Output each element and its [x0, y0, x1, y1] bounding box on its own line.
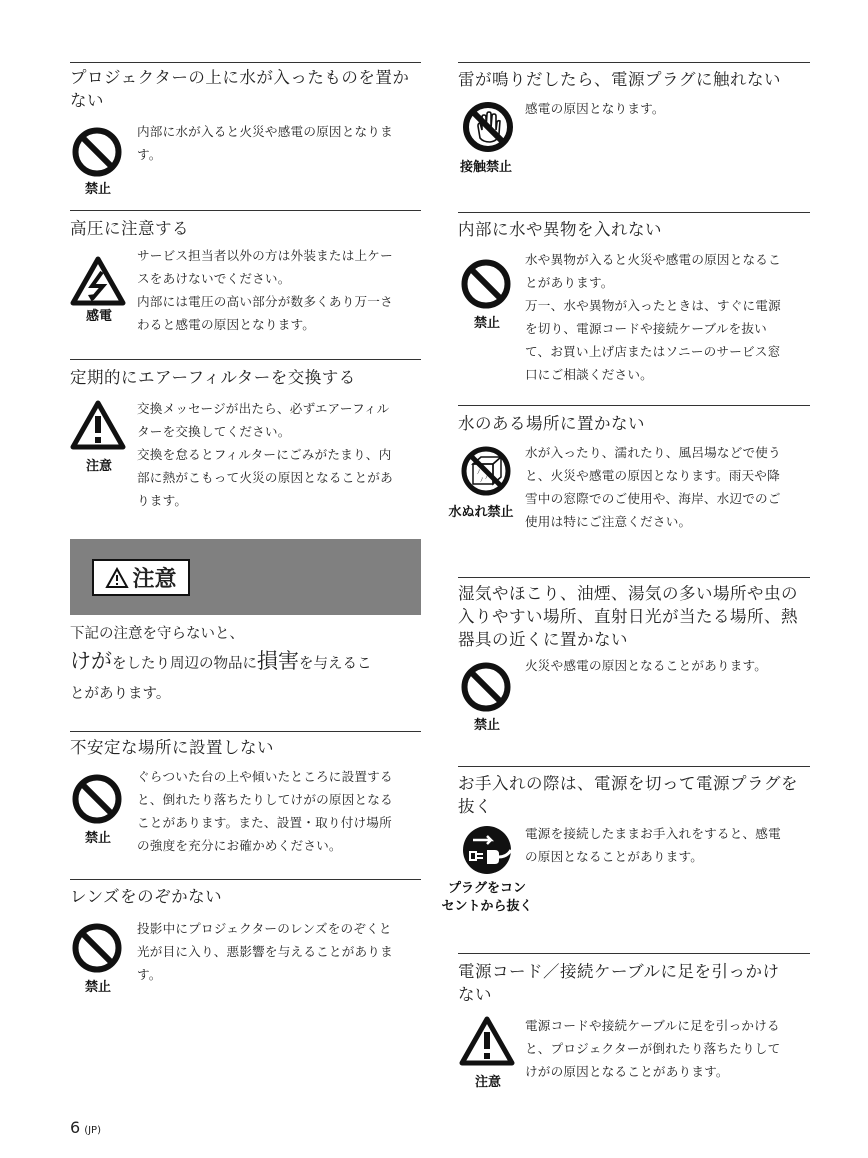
divider — [458, 405, 810, 406]
icon-label: 禁止 — [84, 980, 111, 995]
section-title: 雷が鳴りだしたら、電源プラグに触れない — [458, 70, 781, 89]
caution-icon — [70, 400, 126, 450]
icon-label: プラグをコン セントから抜く — [441, 881, 533, 914]
section-body: 水が入ったり、濡れたり、風呂場などで使う と、火災や感電の原因となります。雨天や降 雪中の窓際でのご使用や、海岸、水辺でのご 使用は特にご注意ください。 — [525, 445, 781, 529]
section-title: 水のある場所に置かない — [458, 414, 645, 433]
section-body: サービス担当者以外の方は外装または上ケー スをあけないでください。 内部には電圧の高い部分が数多くあり万一さ わると感電の原因となります。 — [137, 248, 393, 332]
prohibition-icon — [460, 661, 512, 713]
section-body: 感電の原因となります。 — [525, 101, 665, 116]
divider — [70, 731, 421, 732]
section-title: お手入れの際は、電源を切って電源プラグを 抜く — [458, 774, 798, 816]
electric-shock-warning-icon — [70, 256, 126, 306]
divider — [458, 62, 810, 63]
svg-text:ﾉ: ﾉ — [480, 477, 484, 484]
caution-triangle-icon — [105, 567, 129, 589]
caution-banner — [70, 539, 421, 615]
section-title: 不安定な場所に設置しない — [70, 738, 274, 757]
icon-label: 禁止 — [84, 831, 111, 846]
section-body: 交換メッセージが出たら、必ずエアーフィル ターを交換してください。 交換を怠るとフィルターにごみがたまり、内 部に熱がこもって火災の原因となることがあ ります。 — [137, 401, 393, 508]
icon-label: 禁止 — [473, 718, 500, 733]
no-water-icon — [459, 444, 513, 498]
prohibition-icon — [460, 258, 512, 310]
icon-label: 禁止 — [473, 316, 500, 331]
svg-text:ﾉ: ﾉ — [485, 474, 489, 481]
divider — [70, 879, 421, 880]
section-title: 高圧に注意する — [70, 219, 189, 238]
section-title: 定期的にエアーフィルターを交換する — [70, 368, 356, 387]
section-title: 電源コード／接続ケーブルに足を引っかけ ない — [458, 962, 780, 1004]
svg-text:ﾉ: ﾉ — [477, 469, 481, 476]
divider — [70, 359, 421, 360]
divider — [458, 766, 810, 767]
section-body: 投影中にプロジェクターのレンズをのぞくと 光が目に入り、悪影響を与えることがありま す。 — [137, 921, 393, 982]
icon-label: 注意 — [474, 1075, 501, 1090]
section-title: プロジェクターの上に水が入ったものを置か ない — [70, 68, 410, 110]
section-body: 電源コードや接続ケーブルに足を引っかける と、プロジェクターが倒れたり落ちたりして けがの原因となることがあります。 — [525, 1018, 781, 1079]
prohibition-icon — [71, 773, 123, 825]
divider — [70, 62, 421, 63]
section-title: 湿気やほこり、油煙、湯気の多い場所や虫の 入りやすい場所、直射日光が当たる場所、熱 器具の近くに置かない — [458, 584, 798, 649]
caution-banner-text: 注意 — [132, 567, 177, 592]
section-body: 電源を接続したままお手入れをすると、感電 の原因となることがあります。 — [525, 826, 781, 864]
icon-label: 禁止 — [84, 182, 111, 197]
icon-label: 注意 — [85, 459, 112, 474]
divider — [458, 953, 810, 954]
section-title: レンズをのぞかない — [70, 887, 223, 906]
caution-banner-box — [92, 559, 190, 596]
divider — [70, 210, 421, 211]
divider — [458, 577, 810, 578]
prohibition-icon — [71, 126, 123, 178]
icon-label: 感電 — [85, 309, 112, 324]
page-number: 6 (JP) — [70, 1118, 101, 1137]
divider — [458, 212, 810, 213]
icon-label: 水ぬれ禁止 — [448, 505, 514, 520]
section-body: ぐらついた台の上や傾いたところに設置する と、倒れたり落ちたりしてけがの原因となる ことがあります。また、設置・取り付け場所 の強度を充分にお確かめください。 — [137, 769, 393, 853]
no-touch-icon — [461, 100, 515, 154]
icon-label: 接触禁止 — [459, 160, 512, 175]
unplug-icon — [459, 822, 515, 878]
caution-icon — [459, 1016, 515, 1066]
section-body: 火災や感電の原因となることがあります。 — [525, 658, 768, 673]
prohibition-icon — [71, 922, 123, 974]
section-body: 内部に水が入ると火災や感電の原因となりま す。 — [137, 124, 393, 162]
caution-intro: 下記の注意を守らないと、 けがをしたり周辺の物品に損害を与えるこ とがあります。 — [70, 626, 372, 702]
section-body: 水や異物が入ると火災や感電の原因となるこ とがあります。 万一、水や異物が入ったときは、すぐに電源 を切り、電源コードや接続ケーブルを抜い て、お買い上げ店またはソニーのサービス窓 口にご相談ください。 — [525, 252, 781, 382]
section-title: 内部に水や異物を入れない — [458, 220, 662, 239]
